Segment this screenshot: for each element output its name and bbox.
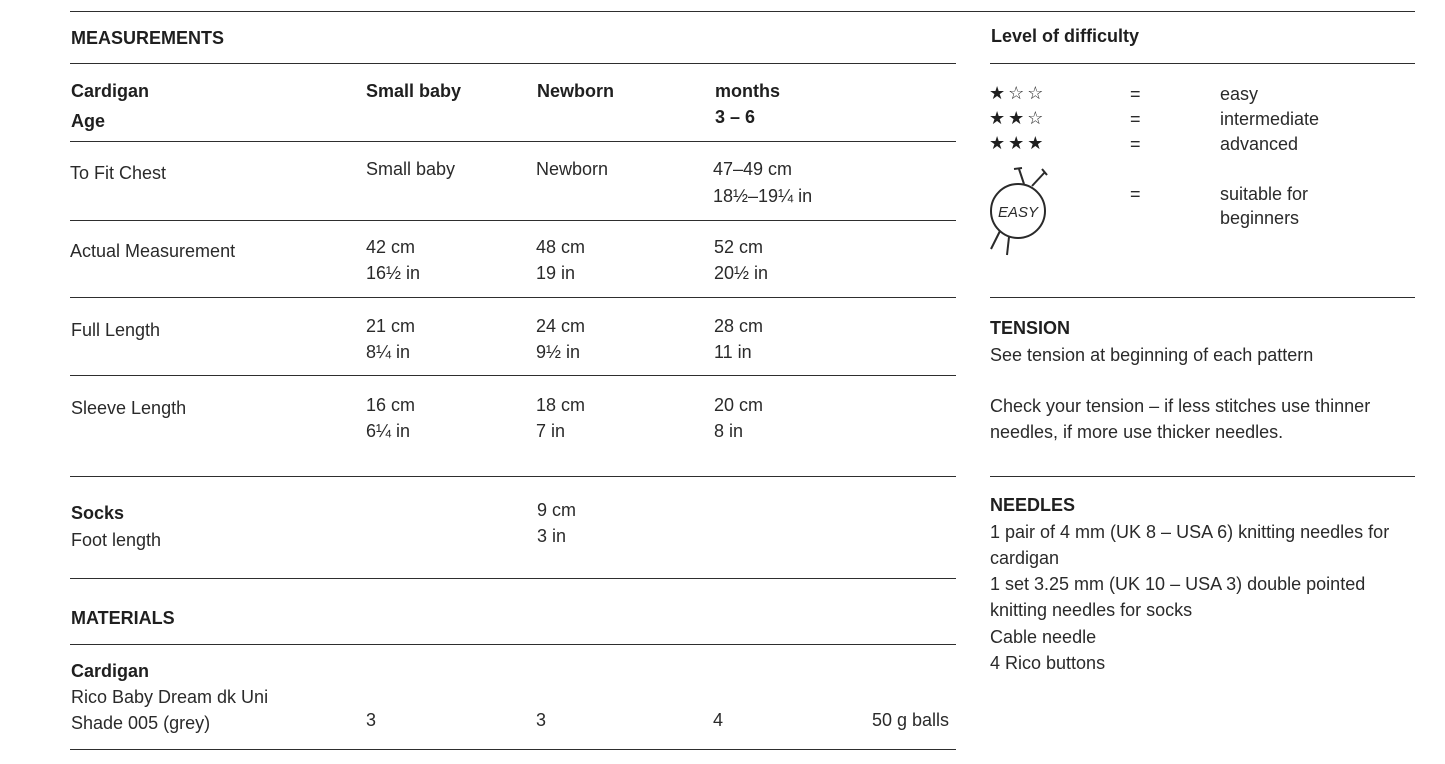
table-cell: 18½–19¼ in [713, 186, 813, 206]
materials-qty-small-baby: 3 [366, 710, 377, 730]
divider [990, 63, 1415, 64]
tension-para-line2: needles, if more use thicker needles. [990, 422, 1284, 442]
tension-line1: See tension at beginning of each pattern [990, 345, 1314, 365]
divider [70, 749, 956, 750]
needles-line: 1 pair of 4 mm (UK 8 – USA 6) knitting needles for [990, 522, 1390, 542]
divider [990, 476, 1415, 477]
table-cell: 6¼ in [366, 421, 411, 441]
header-newborn: Newborn [537, 81, 615, 101]
equals-sign: = [1130, 109, 1141, 129]
easy-yarn-ball-icon [986, 165, 1054, 257]
equals-sign: = [1130, 134, 1141, 154]
socks-foot-length-cm: 9 cm [537, 500, 577, 520]
table-cell: 24 cm [536, 316, 586, 336]
difficulty-label-beginners-line2: beginners [1220, 208, 1300, 228]
tension-para-line1: Check your tension – if less stitches use thinner [990, 396, 1371, 416]
divider [70, 141, 956, 142]
table-cell: 8 in [714, 421, 744, 441]
header-cardigan: Cardigan [71, 81, 150, 101]
table-cell: 16 cm [366, 395, 416, 415]
table-cell: 19 in [536, 263, 576, 283]
needles-line: knitting needles for socks [990, 600, 1193, 620]
table-row-label: Sleeve Length [71, 398, 187, 418]
difficulty-label-intermediate: intermediate [1220, 109, 1320, 129]
header-months: months [715, 81, 780, 101]
difficulty-heading: Level of difficulty [991, 26, 1140, 46]
table-cell: Newborn [536, 159, 609, 179]
table-cell: 8¼ in [366, 342, 411, 362]
socks-foot-length-label: Foot length [71, 530, 162, 550]
materials-heading: MATERIALS [71, 608, 175, 628]
materials-unit: 50 g balls [872, 710, 950, 730]
difficulty-label-easy: easy [1220, 84, 1259, 104]
table-cell: 28 cm [714, 316, 764, 336]
needles-line: Cable needle [990, 627, 1097, 647]
table-cell: 52 cm [714, 237, 764, 257]
divider [70, 11, 1415, 12]
star-rating-advanced: ★★★ [989, 133, 1047, 153]
table-cell: Small baby [366, 159, 456, 179]
table-cell: 9½ in [536, 342, 581, 362]
divider [70, 476, 956, 477]
star-rating-easy: ★☆☆ [989, 83, 1047, 103]
materials-yarn-shade: Shade 005 (grey) [71, 713, 211, 733]
materials-yarn-name: Rico Baby Dream dk Uni [71, 687, 269, 707]
socks-title: Socks [71, 503, 125, 523]
divider [70, 297, 956, 298]
table-cell: 16½ in [366, 263, 421, 283]
table-cell: 11 in [714, 342, 752, 362]
header-age: Age [71, 111, 106, 131]
table-row-label: Full Length [71, 320, 161, 340]
table-cell: 48 cm [536, 237, 586, 257]
table-row-label: To Fit Chest [70, 163, 167, 183]
table-cell: 21 cm [366, 316, 416, 336]
needles-line: cardigan [990, 548, 1060, 568]
equals-sign: = [1130, 84, 1141, 104]
difficulty-label-advanced: advanced [1220, 134, 1299, 154]
measurements-heading: MEASUREMENTS [71, 28, 225, 48]
materials-qty-newborn: 3 [536, 710, 547, 730]
materials-cardigan-title: Cardigan [71, 661, 150, 681]
table-cell: 18 cm [536, 395, 586, 415]
table-cell: 20 cm [714, 395, 764, 415]
divider [70, 220, 956, 221]
table-cell: 42 cm [366, 237, 416, 257]
table-row-label: Actual Measurement [70, 241, 236, 261]
needles-line: 1 set 3.25 mm (UK 10 – USA 3) double pointed [990, 574, 1366, 594]
divider [990, 297, 1415, 298]
easy-badge-text: EASY [997, 204, 1039, 221]
difficulty-label-beginners-line1: suitable for [1220, 184, 1309, 204]
divider [70, 375, 956, 376]
materials-qty-3-6-months: 4 [713, 710, 724, 730]
socks-foot-length-in: 3 in [537, 526, 567, 546]
divider [70, 578, 956, 579]
star-rating-intermediate: ★★☆ [989, 108, 1047, 128]
table-cell: 47–49 cm [713, 159, 793, 179]
needles-line: 4 Rico buttons [990, 653, 1106, 673]
tension-heading: TENSION [990, 318, 1071, 338]
header-months-range: 3 – 6 [715, 107, 756, 127]
equals-sign: = [1130, 184, 1141, 204]
header-small-baby: Small baby [366, 81, 462, 101]
divider [70, 63, 956, 64]
divider [70, 644, 956, 645]
needles-heading: NEEDLES [990, 495, 1076, 515]
table-cell: 20½ in [714, 263, 769, 283]
table-cell: 7 in [536, 421, 566, 441]
